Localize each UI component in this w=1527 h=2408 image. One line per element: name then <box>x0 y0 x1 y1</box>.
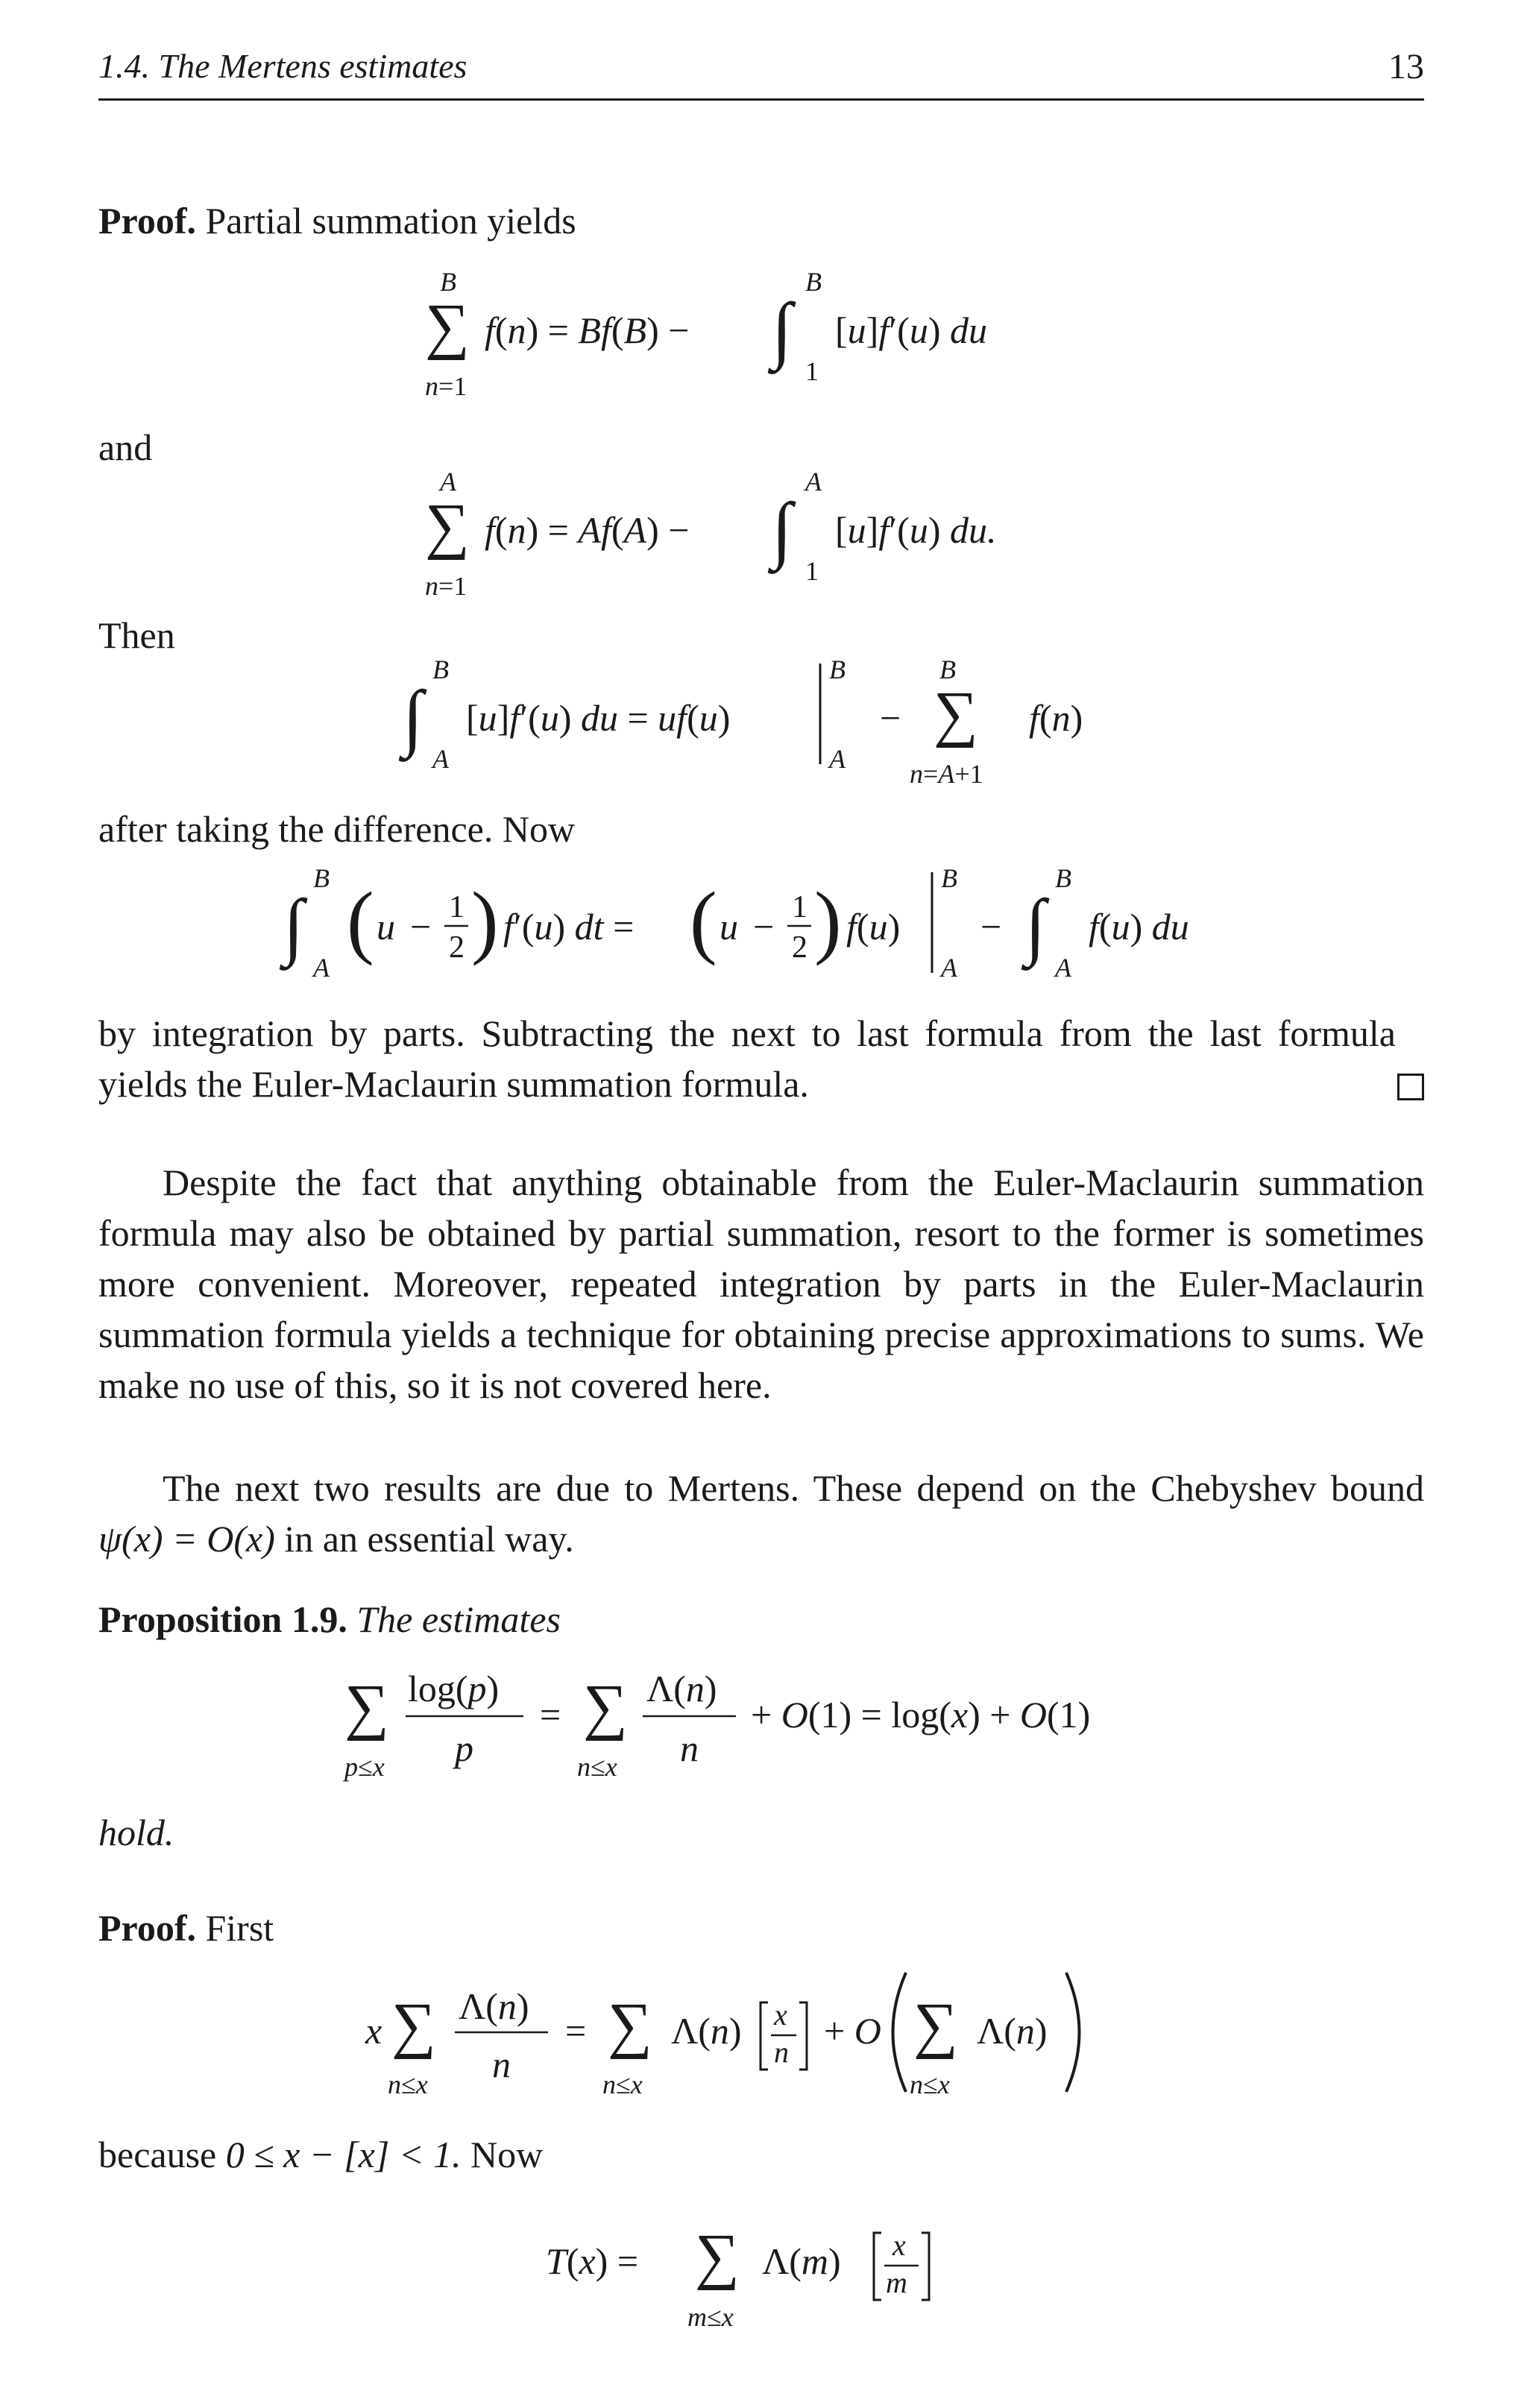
equation-difference <box>403 656 1148 798</box>
equation-T-of-x <box>546 2199 1008 2341</box>
svg-text:=: = <box>540 1694 561 1736</box>
svg-text:p≤x: p≤x <box>344 1752 385 1782</box>
now-text: Now <box>470 2134 544 2175</box>
svg-text:∑: ∑ <box>344 1672 389 1742</box>
svg-text:A: A <box>313 953 330 983</box>
proposition-statement: The estimates <box>356 1598 561 1640</box>
svg-text:f(n): f(n) <box>1029 697 1083 739</box>
svg-text:n=1: n=1 <box>425 571 467 601</box>
svg-text:Λ(m): Λ(m) <box>762 2240 841 2282</box>
svg-text:1: 1 <box>449 890 465 924</box>
svg-text:A: A <box>829 744 846 774</box>
svg-text:B: B <box>1055 863 1071 893</box>
svg-text:∫: ∫ <box>772 488 793 570</box>
svg-text:Λ(n): Λ(n) <box>977 2010 1048 2052</box>
svg-text:(: ( <box>690 875 717 966</box>
svg-text:n≤x: n≤x <box>388 2070 428 2099</box>
proposition-label: Proposition 1.9. <box>98 1598 347 1640</box>
svg-text:A: A <box>805 467 822 497</box>
equation-partial-sum-B <box>425 268 1096 417</box>
svg-text:−: − <box>880 697 901 739</box>
svg-text:u: u <box>720 906 738 948</box>
because-line <box>98 2129 543 2180</box>
text-then: Then <box>98 614 175 656</box>
paragraph-euler-maclaurin: Despite the fact that anything obtainable from the Euler-Maclaurin summation formula may also be obtained by partial summation, resort to the former is sometimes more convenient. Moreover, repeated integration by parts in the Euler-Maclaurin summation formula yields a technique for obtaining precise approximations to sums. We make no use of this, so it is not covered here. <box>98 1162 1424 1406</box>
svg-text:[u]f′(u) du = uf(u): [u]f′(u) du = uf(u) <box>466 697 731 739</box>
svg-text:∫: ∫ <box>1025 884 1046 967</box>
svg-text:n≤x: n≤x <box>910 2070 950 2099</box>
svg-text:∑: ∑ <box>583 1672 628 1742</box>
svg-text:): ) <box>814 875 842 966</box>
svg-text:f(n) = Af(A) −: f(n) = Af(A) − <box>485 509 690 551</box>
proposition-heading <box>98 1594 561 1645</box>
svg-text:A: A <box>432 744 449 774</box>
svg-text:∑: ∑ <box>913 1991 958 2060</box>
proof2-intro-line <box>98 1903 274 1953</box>
chebyshev-bound-math: ψ(x) = O(x) <box>98 1518 275 1560</box>
paragraph-mertens <box>98 1463 1424 1564</box>
equation-integration-by-parts <box>283 865 1268 1006</box>
text-and: and <box>98 426 153 468</box>
svg-text:m≤x: m≤x <box>687 2302 734 2332</box>
header-rule <box>98 98 1424 101</box>
svg-text:): ) <box>471 875 499 966</box>
svg-text:[u]f′(u) du: [u]f′(u) du <box>835 309 987 351</box>
text-hold: hold. <box>98 1812 174 1853</box>
svg-text:n≤x: n≤x <box>577 1752 617 1782</box>
proof-conclusion: by integration by parts. Subtracting the next to last formula from the last formula yields the Euler-Maclaurin summation formula. <box>98 1012 1396 1105</box>
proof-intro-line <box>98 195 576 246</box>
equation-partial-sum-A <box>425 468 1096 617</box>
svg-text:∑: ∑ <box>695 2222 740 2291</box>
because-text: because <box>98 2134 217 2175</box>
paragraph-mertens-text-a: The next two results are due to Mertens. These depend on the Chebyshev bound <box>163 1467 1424 1509</box>
svg-text:log(p): log(p) <box>408 1668 500 1709</box>
svg-text:n: n <box>680 1727 699 1769</box>
svg-text:n: n <box>774 2035 789 2069</box>
svg-text:x: x <box>365 2010 382 2052</box>
svg-text:n: n <box>492 2043 511 2085</box>
svg-text:Λ(n): Λ(n) <box>671 2010 742 2052</box>
proof-intro-text: Partial summation yields <box>205 200 576 242</box>
svg-text:A: A <box>941 953 957 983</box>
svg-text:B: B <box>941 863 957 893</box>
svg-text:n=1: n=1 <box>425 371 467 401</box>
paragraph-mertens-text-b: in an essential way. <box>284 1518 574 1560</box>
svg-text:−: − <box>980 906 1002 948</box>
svg-text:B: B <box>432 655 449 684</box>
svg-text:B: B <box>805 267 822 297</box>
svg-text:u: u <box>377 906 395 948</box>
svg-text:+ O(1) = log(x) + O(1): + O(1) = log(x) + O(1) <box>751 1694 1091 1736</box>
svg-text:A: A <box>1055 953 1071 983</box>
running-header-section: 1.4. The Mertens estimates <box>98 47 467 85</box>
svg-text:∑: ∑ <box>933 679 978 748</box>
svg-text:B: B <box>313 863 330 893</box>
svg-text:B: B <box>440 267 456 297</box>
svg-text:2: 2 <box>449 930 465 965</box>
svg-text:x: x <box>892 2228 906 2262</box>
because-math: 0 ≤ x − [x] < 1. <box>225 2134 462 2175</box>
svg-text:∑: ∑ <box>608 1991 652 2060</box>
svg-text:n≤x: n≤x <box>602 2070 643 2099</box>
svg-text:∫: ∫ <box>403 675 424 758</box>
svg-text:∑: ∑ <box>391 1991 436 2060</box>
proof2-label: Proof. <box>98 1907 196 1949</box>
svg-text:x: x <box>774 1998 787 2032</box>
svg-text:B: B <box>939 655 956 684</box>
svg-text:[u]f′(u) du.: [u]f′(u) du. <box>835 509 997 551</box>
svg-text:f(u): f(u) <box>846 906 901 948</box>
svg-text:−: − <box>753 906 775 948</box>
svg-text:1: 1 <box>792 890 807 924</box>
svg-text:2: 2 <box>792 930 807 965</box>
proof-label: Proof. <box>98 200 196 242</box>
qed-symbol <box>1397 1074 1424 1102</box>
svg-text:−: − <box>410 906 432 948</box>
svg-text:=: = <box>565 2010 587 2052</box>
svg-text:∫: ∫ <box>772 288 793 371</box>
svg-text:B: B <box>829 655 846 684</box>
svg-text:(: ( <box>347 875 374 966</box>
equation-mertens-estimates <box>344 1657 1202 1791</box>
svg-text:f′(u) dt =: f′(u) dt = <box>503 906 635 948</box>
svg-text:Λ(n): Λ(n) <box>646 1668 717 1709</box>
svg-text:∑: ∑ <box>425 491 470 561</box>
page-number: 13 <box>1388 47 1424 86</box>
svg-text:A: A <box>440 467 456 497</box>
svg-text:Λ(n): Λ(n) <box>459 1985 529 2027</box>
svg-text:∑: ∑ <box>425 291 470 361</box>
svg-text:1: 1 <box>805 556 819 586</box>
svg-text:T(x) =: T(x) = <box>546 2240 639 2282</box>
svg-text:f(n) = Bf(B) −: f(n) = Bf(B) − <box>485 309 690 351</box>
text-after-difference: after taking the difference. Now <box>98 808 576 850</box>
svg-text:1: 1 <box>805 356 819 386</box>
svg-text:m: m <box>886 2266 907 2299</box>
svg-text:+ O: + O <box>824 2010 881 2052</box>
svg-text:p: p <box>455 1727 473 1769</box>
equation-first-estimate <box>365 1965 1186 2114</box>
proof2-first: First <box>205 1907 274 1949</box>
svg-text:f(u) du: f(u) du <box>1089 906 1189 948</box>
svg-text:n=A+1: n=A+1 <box>910 759 983 789</box>
svg-text:∫: ∫ <box>283 884 304 967</box>
